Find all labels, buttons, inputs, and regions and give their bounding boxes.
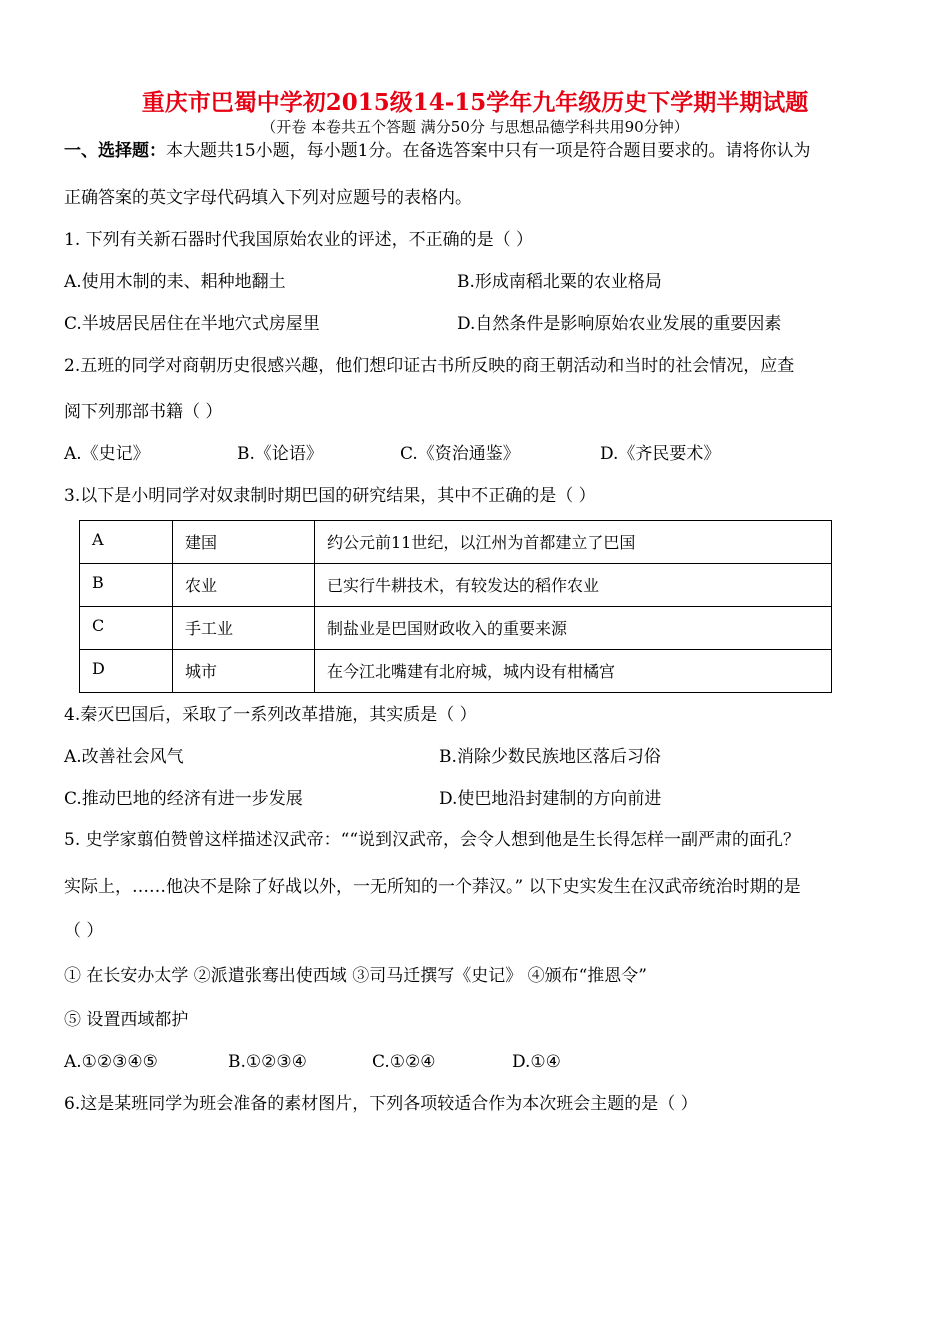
table-cell-option: D <box>80 650 173 693</box>
table-cell-category: 农业 <box>173 564 315 607</box>
q2-option-a: A.《史记》 <box>64 444 150 464</box>
q1-option-b: B.形成南稻北粟的农业格局 <box>457 272 662 292</box>
q3-table <box>79 520 832 693</box>
table-cell-category: 建国 <box>173 521 315 564</box>
q5-items-line-1: ① 在长安办太学 ②派遣张骞出使西域 ③司马迁撰写《史记》 ④颁布“推恩令” <box>64 966 647 986</box>
q5-stem-line-2: 实际上，……他决不是除了好战以外，一无所知的一个莽汉。” 以下史实发生在汉武帝统治时期的是 <box>64 877 801 897</box>
table-row <box>80 521 832 564</box>
q5-stem-line-1: 5. 史学家翦伯赞曾这样描述汉武帝：““说到汉武帝，会令人想到他是生长得怎样一副严肃的面孔？ <box>64 830 801 850</box>
table-row <box>80 607 832 650</box>
section-heading: 一、选择题： <box>64 141 166 161</box>
q2-option-c: C.《资治通鉴》 <box>400 444 520 464</box>
table-cell-option: C <box>80 607 173 650</box>
section-intro-line-1 <box>64 143 810 160</box>
q2-option-d: D.《齐民要术》 <box>600 444 721 464</box>
table-cell-category: 手工业 <box>173 607 315 650</box>
q5-option-c: C.①②④ <box>372 1052 436 1072</box>
page-subtitle: （开卷 本卷共五个答题 满分50分 与思想品德学科共用90分钟） <box>261 118 689 136</box>
table-row <box>80 564 832 607</box>
q5-option-b: B.①②③④ <box>228 1052 307 1072</box>
table-cell-content: 在今江北嘴建有北府城，城内设有柑橘宫 <box>315 650 832 693</box>
table-cell-option: A <box>80 521 173 564</box>
q5-option-d: D.①④ <box>512 1052 561 1072</box>
q2-stem-line-1: 2.五班的同学对商朝历史很感兴趣，他们想印证古书所反映的商王朝活动和当时的社会情况，应查 <box>64 356 795 376</box>
q3-stem: 3.以下是小明同学对奴隶制时期巴国的研究结果，其中不正确的是（ ） <box>64 486 596 506</box>
section-intro-line-2: 正确答案的英文字母代码填入下列对应题号的表格内。 <box>64 188 472 208</box>
q6-stem: 6.这是某班同学为班会准备的素材图片，下列各项较适合作为本次班会主题的是（ ） <box>64 1094 698 1114</box>
q4-option-a: A.改善社会风气 <box>64 747 184 767</box>
section-intro-text: 本大题共15小题，每小题1分。在备选答案中只有一项是符合题目要求的。请将你认为 <box>166 141 811 161</box>
table-cell-category: 城市 <box>173 650 315 693</box>
page-title: 重庆市巴蜀中学初2015级14-15学年九年级历史下学期半期试题 <box>141 89 809 116</box>
table-cell-content: 制盐业是巴国财政收入的重要来源 <box>315 607 832 650</box>
q4-option-c: C.推动巴地的经济有进一步发展 <box>64 789 303 809</box>
q4-option-d: D.使巴地沿封建制的方向前进 <box>439 789 662 809</box>
q5-items-line-2: ⑤ 设置西域都护 <box>64 1010 189 1030</box>
table-cell-content: 约公元前11世纪，以江州为首都建立了巴国 <box>315 521 832 564</box>
q2-stem-line-2: 阅下列那部书籍（ ） <box>64 402 223 422</box>
q1-option-c: C.半坡居民居住在半地穴式房屋里 <box>64 314 320 334</box>
table-cell-content: 已实行牛耕技术，有较发达的稻作农业 <box>315 564 832 607</box>
q4-stem: 4.秦灭巴国后，采取了一系列改革措施，其实质是（ ） <box>64 705 477 725</box>
q1-option-a: A.使用木制的耒、耜种地翻土 <box>64 272 286 292</box>
q5-option-a: A.①②③④⑤ <box>64 1052 158 1072</box>
table-cell-option: B <box>80 564 173 607</box>
q1-stem: 1. 下列有关新石器时代我国原始农业的评述，不正确的是（ ） <box>64 230 534 250</box>
q4-option-b: B.消除少数民族地区落后习俗 <box>439 747 661 767</box>
q5-stem-line-3: （ ） <box>64 921 104 941</box>
q1-option-d: D.自然条件是影响原始农业发展的重要因素 <box>457 314 782 334</box>
q2-option-b: B.《论语》 <box>237 444 323 464</box>
table-row <box>80 650 832 693</box>
